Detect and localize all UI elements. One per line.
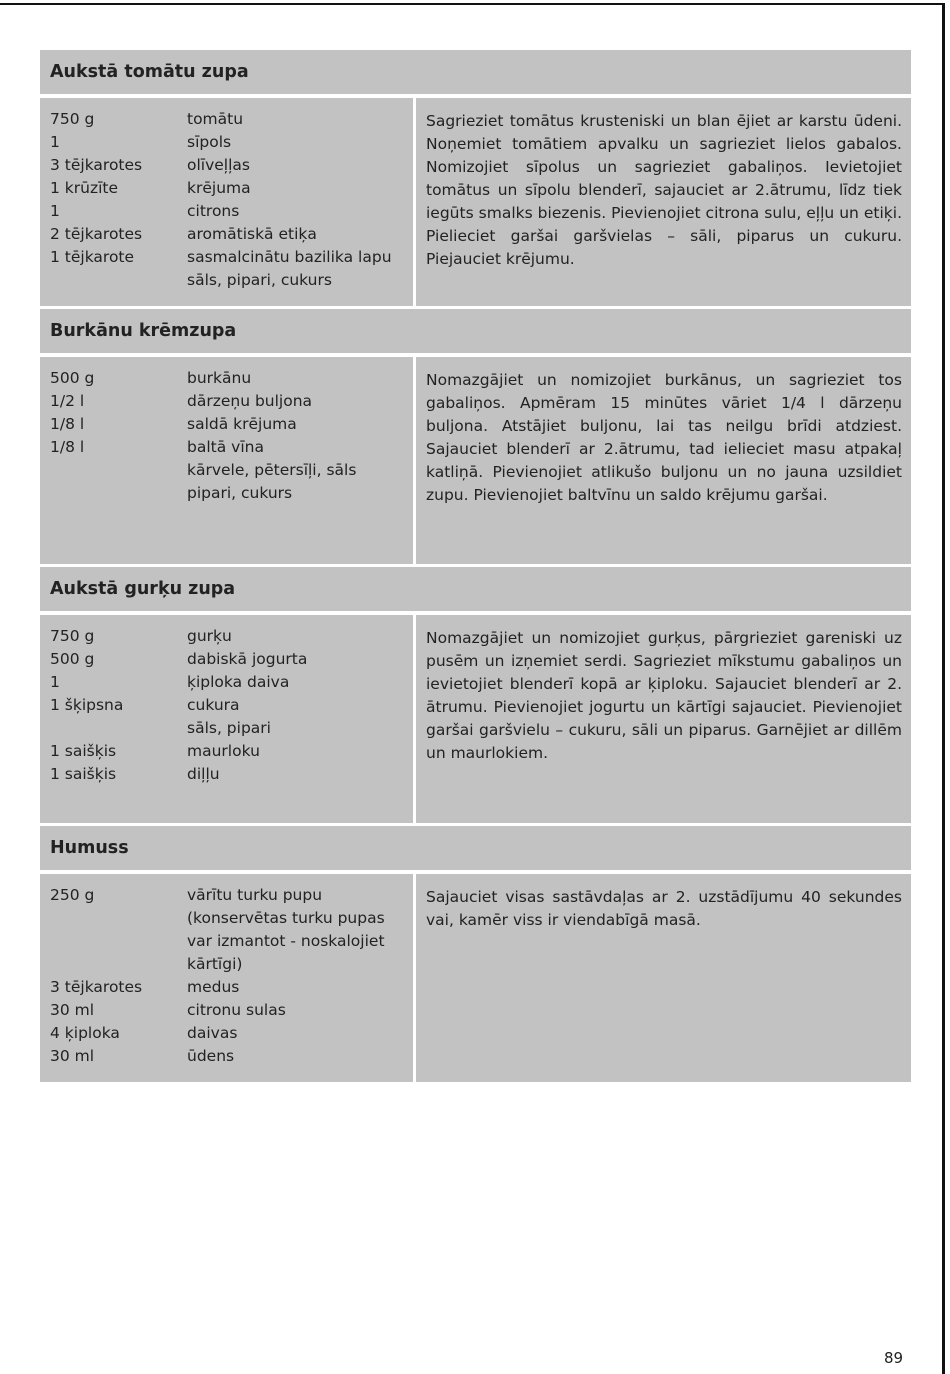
ingredient-name: pipari, cukurs: [187, 484, 293, 502]
ingredient-quantity: [50, 459, 187, 482]
ingredient-quantity: 1: [50, 202, 60, 220]
ingredient-row: [50, 740, 403, 763]
recipe-body: [40, 874, 911, 1082]
ingredient-name: ķiploka daiva: [187, 673, 290, 691]
ingredient-quantity: 1 saišķis: [50, 742, 117, 760]
ingredient-quantity: 1: [50, 673, 60, 691]
ingredient-name: sasmalcinātu bazilika lapu: [187, 248, 392, 266]
ingredient-row: [50, 625, 403, 648]
ingredient-quantity: 3 tējkarotes: [50, 156, 143, 174]
ingredient-row: [50, 459, 403, 482]
ingredient-list: [40, 615, 413, 823]
ingredient-name: vārītu turku pupu: [187, 886, 323, 904]
recipe-body: [40, 615, 911, 823]
recipe-carrot-cream-soup: [40, 309, 911, 564]
ingredient-quantity: 1 saišķis: [50, 765, 117, 783]
ingredient-name: var izmantot - noskalojiet: [187, 932, 385, 950]
ingredient-name: sāls, pipari, cukurs: [187, 271, 332, 289]
ingredient-quantity: 30 ml: [50, 1047, 95, 1065]
ingredient-name: kārvele, pētersīļi, sāls: [187, 461, 357, 479]
recipe-method: Sajauciet visas sastāvdaļas ar 2. uzstādījumu 40 sekundes vai, kamēr viss ir viendabīgā masā.: [416, 874, 911, 1082]
recipe-body: [40, 357, 911, 564]
ingredient-quantity: 1/8 l: [50, 415, 85, 433]
ingredient-quantity: 2 tējkarotes: [50, 225, 143, 243]
ingredient-name: (konservētas turku pupas: [187, 909, 385, 927]
ingredient-row: [50, 999, 403, 1022]
ingredient-row: [50, 390, 403, 413]
ingredient-name: citronu sulas: [187, 1001, 286, 1019]
ingredient-row: [50, 671, 403, 694]
ingredient-name: kārtīgi): [187, 955, 243, 973]
ingredient-name: sāls, pipari: [187, 719, 271, 737]
recipe-cold-tomato-soup: [40, 50, 911, 306]
ingredient-row: [50, 930, 403, 953]
ingredient-row: [50, 694, 403, 717]
ingredient-quantity: [50, 907, 187, 930]
ingredient-row: [50, 1045, 403, 1068]
recipe-method: Nomazgājiet un nomizojiet burkānus, un sagrieziet tos gabaliņos. Apmēram 15 minūtes vāriet 1/4 l dārzeņu buljona. Atstājiet buljonu, lai tas neilgu brīdi atdziest. Sajauciet blenderī ar 2.ātrumu, tad ielieciet masu atpakaļ katliņā. Pievienojiet atlikušo buljonu un no jauna uzsildiet zupu. Pievienojiet baltvīnu un saldo krējumu garšai.: [416, 357, 911, 564]
ingredient-name: daivas: [187, 1024, 238, 1042]
ingredient-name: ūdens: [187, 1047, 235, 1065]
ingredient-name: burkānu: [187, 369, 252, 387]
ingredient-row: [50, 200, 403, 223]
ingredient-row: [50, 269, 403, 292]
ingredient-row: [50, 413, 403, 436]
page-frame-top-border: [0, 3, 944, 5]
ingredient-name: baltā vīna: [187, 438, 264, 456]
ingredient-quantity: 1 krūzīte: [50, 179, 119, 197]
page-number: 89: [884, 1349, 904, 1367]
recipe-method: Sagrieziet tomātus krusteniski un blan ējiet ar karstu ūdeni. Noņemiet tomātiem apvalku un sagrieziet lielos gabalos. Nomizojiet sīpolus un sagrieziet gabaliņos. Ievietojiet tomātus un sīpolu blenderī, sajauciet ar 2.ātrumu, līdz tiek iegūts smalks biezenis. Pievienojiet citrona sulu, eļļu un etiķi. Pielieciet garšai garšvielas – sāli, piparus un cukuru. Piejauciet krējumu.: [416, 98, 911, 306]
ingredient-quantity: 1 šķipsna: [50, 696, 124, 714]
ingredient-quantity: 3 tējkarotes: [50, 978, 143, 996]
ingredient-name: sīpols: [187, 133, 232, 151]
ingredient-quantity: 1: [50, 133, 60, 151]
ingredient-name: cukura: [187, 696, 240, 714]
recipe-body: [40, 98, 911, 306]
ingredient-row: [50, 367, 403, 390]
ingredient-name: dārzeņu buljona: [187, 392, 313, 410]
ingredient-quantity: 1/2 l: [50, 392, 85, 410]
ingredient-row: [50, 953, 403, 976]
ingredient-row: [50, 177, 403, 200]
ingredient-quantity: [50, 953, 187, 976]
ingredient-row: [50, 108, 403, 131]
ingredient-quantity: [50, 482, 187, 505]
ingredient-name: saldā krējuma: [187, 415, 297, 433]
ingredient-row: [50, 154, 403, 177]
ingredient-quantity: [50, 269, 187, 292]
ingredient-row: [50, 1022, 403, 1045]
ingredient-list: [40, 98, 413, 306]
ingredient-quantity: 500 g: [50, 650, 95, 668]
ingredient-quantity: 1/8 l: [50, 438, 85, 456]
ingredient-quantity: 250 g: [50, 886, 95, 904]
ingredient-quantity: 4 ķiploka: [50, 1024, 120, 1042]
ingredient-name: krējuma: [187, 179, 251, 197]
recipe-method: Nomazgājiet un nomizojiet gurķus, pārgrieziet gareniski uz pusēm un izņemiet serdi. Sagrieziet mīkstumu gabaliņos un ievietojiet blenderī kopā ar ķiploku. Sajauciet blenderī ar 2. ātrumu. Pievienojiet jogurtu un kārtīgi sajauciet. Pievienojiet garšai garšvielu – cukuru, sāli un piparus. Garnējiet ar dillēm un maurlokiem.: [416, 615, 911, 823]
ingredient-name: maurloku: [187, 742, 260, 760]
ingredient-name: olīveļļas: [187, 156, 250, 174]
ingredient-quantity: [50, 717, 187, 740]
recipe-title: Aukstā gurķu zupa: [40, 567, 911, 611]
ingredient-row: [50, 976, 403, 999]
ingredient-row: [50, 223, 403, 246]
ingredient-name: aromātiskā etiķa: [187, 225, 317, 243]
page-frame-right-border: [942, 3, 945, 1374]
recipe-list: [40, 50, 911, 1085]
ingredient-quantity: 500 g: [50, 369, 95, 387]
ingredient-row: [50, 884, 403, 907]
recipe-title: Burkānu krēmzupa: [40, 309, 911, 353]
ingredient-name: tomātu: [187, 110, 244, 128]
ingredient-quantity: 750 g: [50, 627, 95, 645]
ingredient-name: dabiskā jogurta: [187, 650, 308, 668]
ingredient-list: [40, 874, 413, 1082]
ingredient-row: [50, 648, 403, 671]
ingredient-name: medus: [187, 978, 240, 996]
ingredient-name: citrons: [187, 202, 240, 220]
ingredient-row: [50, 907, 403, 930]
ingredient-row: [50, 246, 403, 269]
recipe-cold-cucumber-soup: [40, 567, 911, 823]
ingredient-list: [40, 357, 413, 564]
ingredient-row: [50, 763, 403, 786]
recipe-hummus: [40, 826, 911, 1082]
ingredient-name: diļļu: [187, 765, 220, 783]
ingredient-row: [50, 482, 403, 505]
ingredient-quantity: 750 g: [50, 110, 95, 128]
ingredient-row: [50, 131, 403, 154]
recipe-title: Humuss: [40, 826, 911, 870]
ingredient-name: gurķu: [187, 627, 232, 645]
recipe-title: Aukstā tomātu zupa: [40, 50, 911, 94]
ingredient-row: [50, 717, 403, 740]
ingredient-quantity: [50, 930, 187, 953]
ingredient-quantity: 30 ml: [50, 1001, 95, 1019]
ingredient-quantity: 1 tējkarote: [50, 248, 135, 266]
ingredient-row: [50, 436, 403, 459]
